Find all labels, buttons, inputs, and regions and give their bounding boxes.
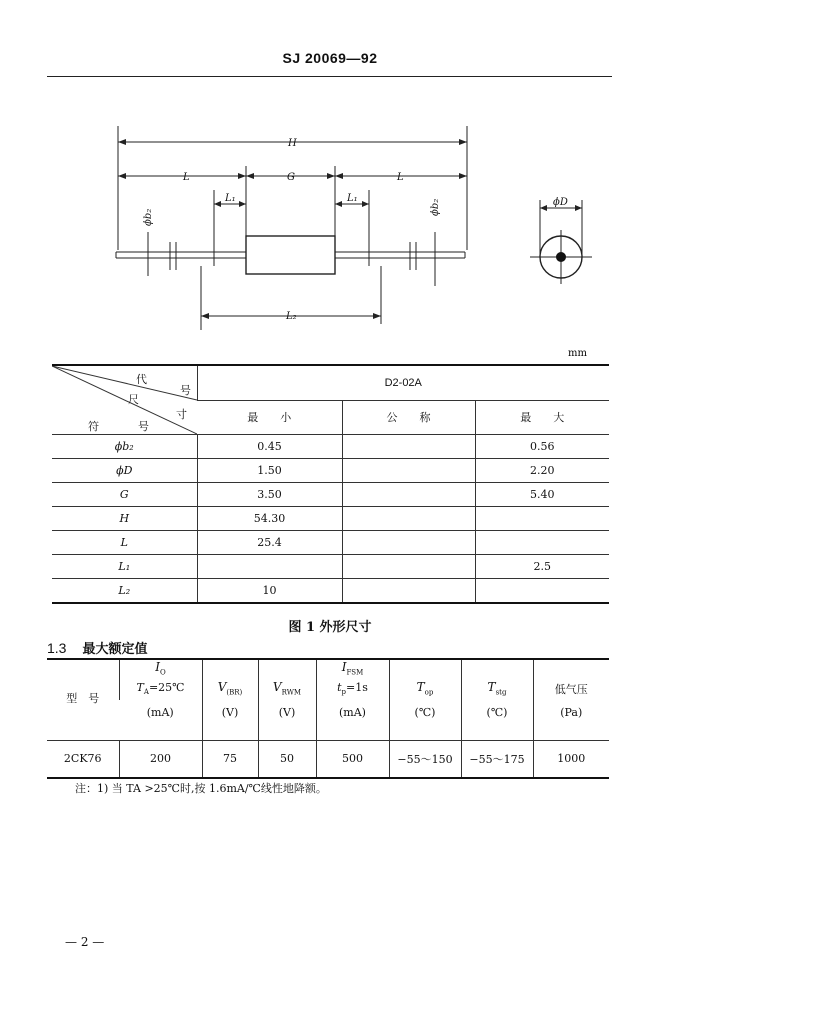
- section-number: 1.3: [47, 640, 67, 656]
- table-row: L₂ 10: [52, 579, 609, 604]
- col-min-header: 最 小: [197, 400, 342, 435]
- col-max-header: 最 大: [475, 400, 609, 435]
- col-pressure-header: 低气压: [533, 659, 609, 700]
- document-code: SJ 20069—92: [282, 50, 378, 66]
- dim-label-phi-d: ϕD: [553, 197, 568, 208]
- table-row: L₁ 2.5: [52, 555, 609, 579]
- dim-label-l-left: L: [183, 172, 190, 183]
- dimension-table: [52, 364, 609, 604]
- dim-label-l1-left: L₁: [225, 193, 236, 204]
- page-number: — 2 —: [65, 935, 105, 949]
- dim-label-l1-right: L₁: [347, 193, 358, 204]
- figure-caption: 图 1 外形尺寸: [288, 620, 372, 635]
- col-nominal-header: 公 称: [342, 400, 475, 435]
- col-ifsm-header: $I_{FSM}$ $t_p=1s$: [316, 659, 389, 700]
- unit-label: mm: [568, 348, 587, 359]
- table-row: ϕD 1.50 2.20: [52, 459, 609, 483]
- col-vrwm-header: $V_{RWM}$: [258, 659, 316, 700]
- col-vbr-header: $V_{(BR)}$: [202, 659, 258, 700]
- table-row: G 3.50 5.40: [52, 483, 609, 507]
- col-model-header: 型 号: [47, 659, 119, 740]
- dim-label-g: G: [287, 172, 295, 183]
- dim-label-l-right: L: [397, 172, 404, 183]
- table-row: H 54.30: [52, 507, 609, 531]
- model-header: D2-02A: [197, 365, 609, 400]
- col-tstg-header: $T_{stg}$: [461, 659, 533, 700]
- table-corner-cell: 代 号 尺 寸 符 号: [52, 365, 197, 435]
- table-row: L 25.4: [52, 531, 609, 555]
- dim-label-phi-b2-right: ϕb₂: [430, 198, 441, 216]
- dim-label-l2: L₂: [286, 311, 297, 322]
- dim-label-phi-b2-left: ϕb₂: [143, 208, 154, 226]
- footnote: 注：1) 当 TA >25℃时,按 1.6mA/℃线性地降额。: [75, 782, 327, 795]
- end-view-center: [556, 252, 566, 262]
- col-top-header: $T_{op}$: [389, 659, 461, 700]
- dim-label-h: H: [288, 138, 297, 149]
- col-io-header: $I_O$ $T_A=25℃$: [119, 659, 202, 700]
- table-row: ϕb₂ 0.45 0.56: [52, 435, 609, 459]
- ratings-table: 型 号 $I_O$ $T_A=25℃$ $V_{(BR)}$ $V_{RWM}$ $I_{FSM}$ $t_p=1s$ $T_{op}$ $T_{stg}$ 低气压 (mA) (V) (V) (mA) (℃) (℃) (Pa) 2CK76 200 75 50 500 −55～150 −55～175 1000: [47, 658, 609, 779]
- table-row: 2CK76 200 75 50 500 −55～150 −55～175 1000: [47, 740, 609, 778]
- section-title: 最大额定值: [82, 642, 148, 657]
- outline-drawing: [0, 0, 815, 362]
- section-heading: [47, 638, 147, 657]
